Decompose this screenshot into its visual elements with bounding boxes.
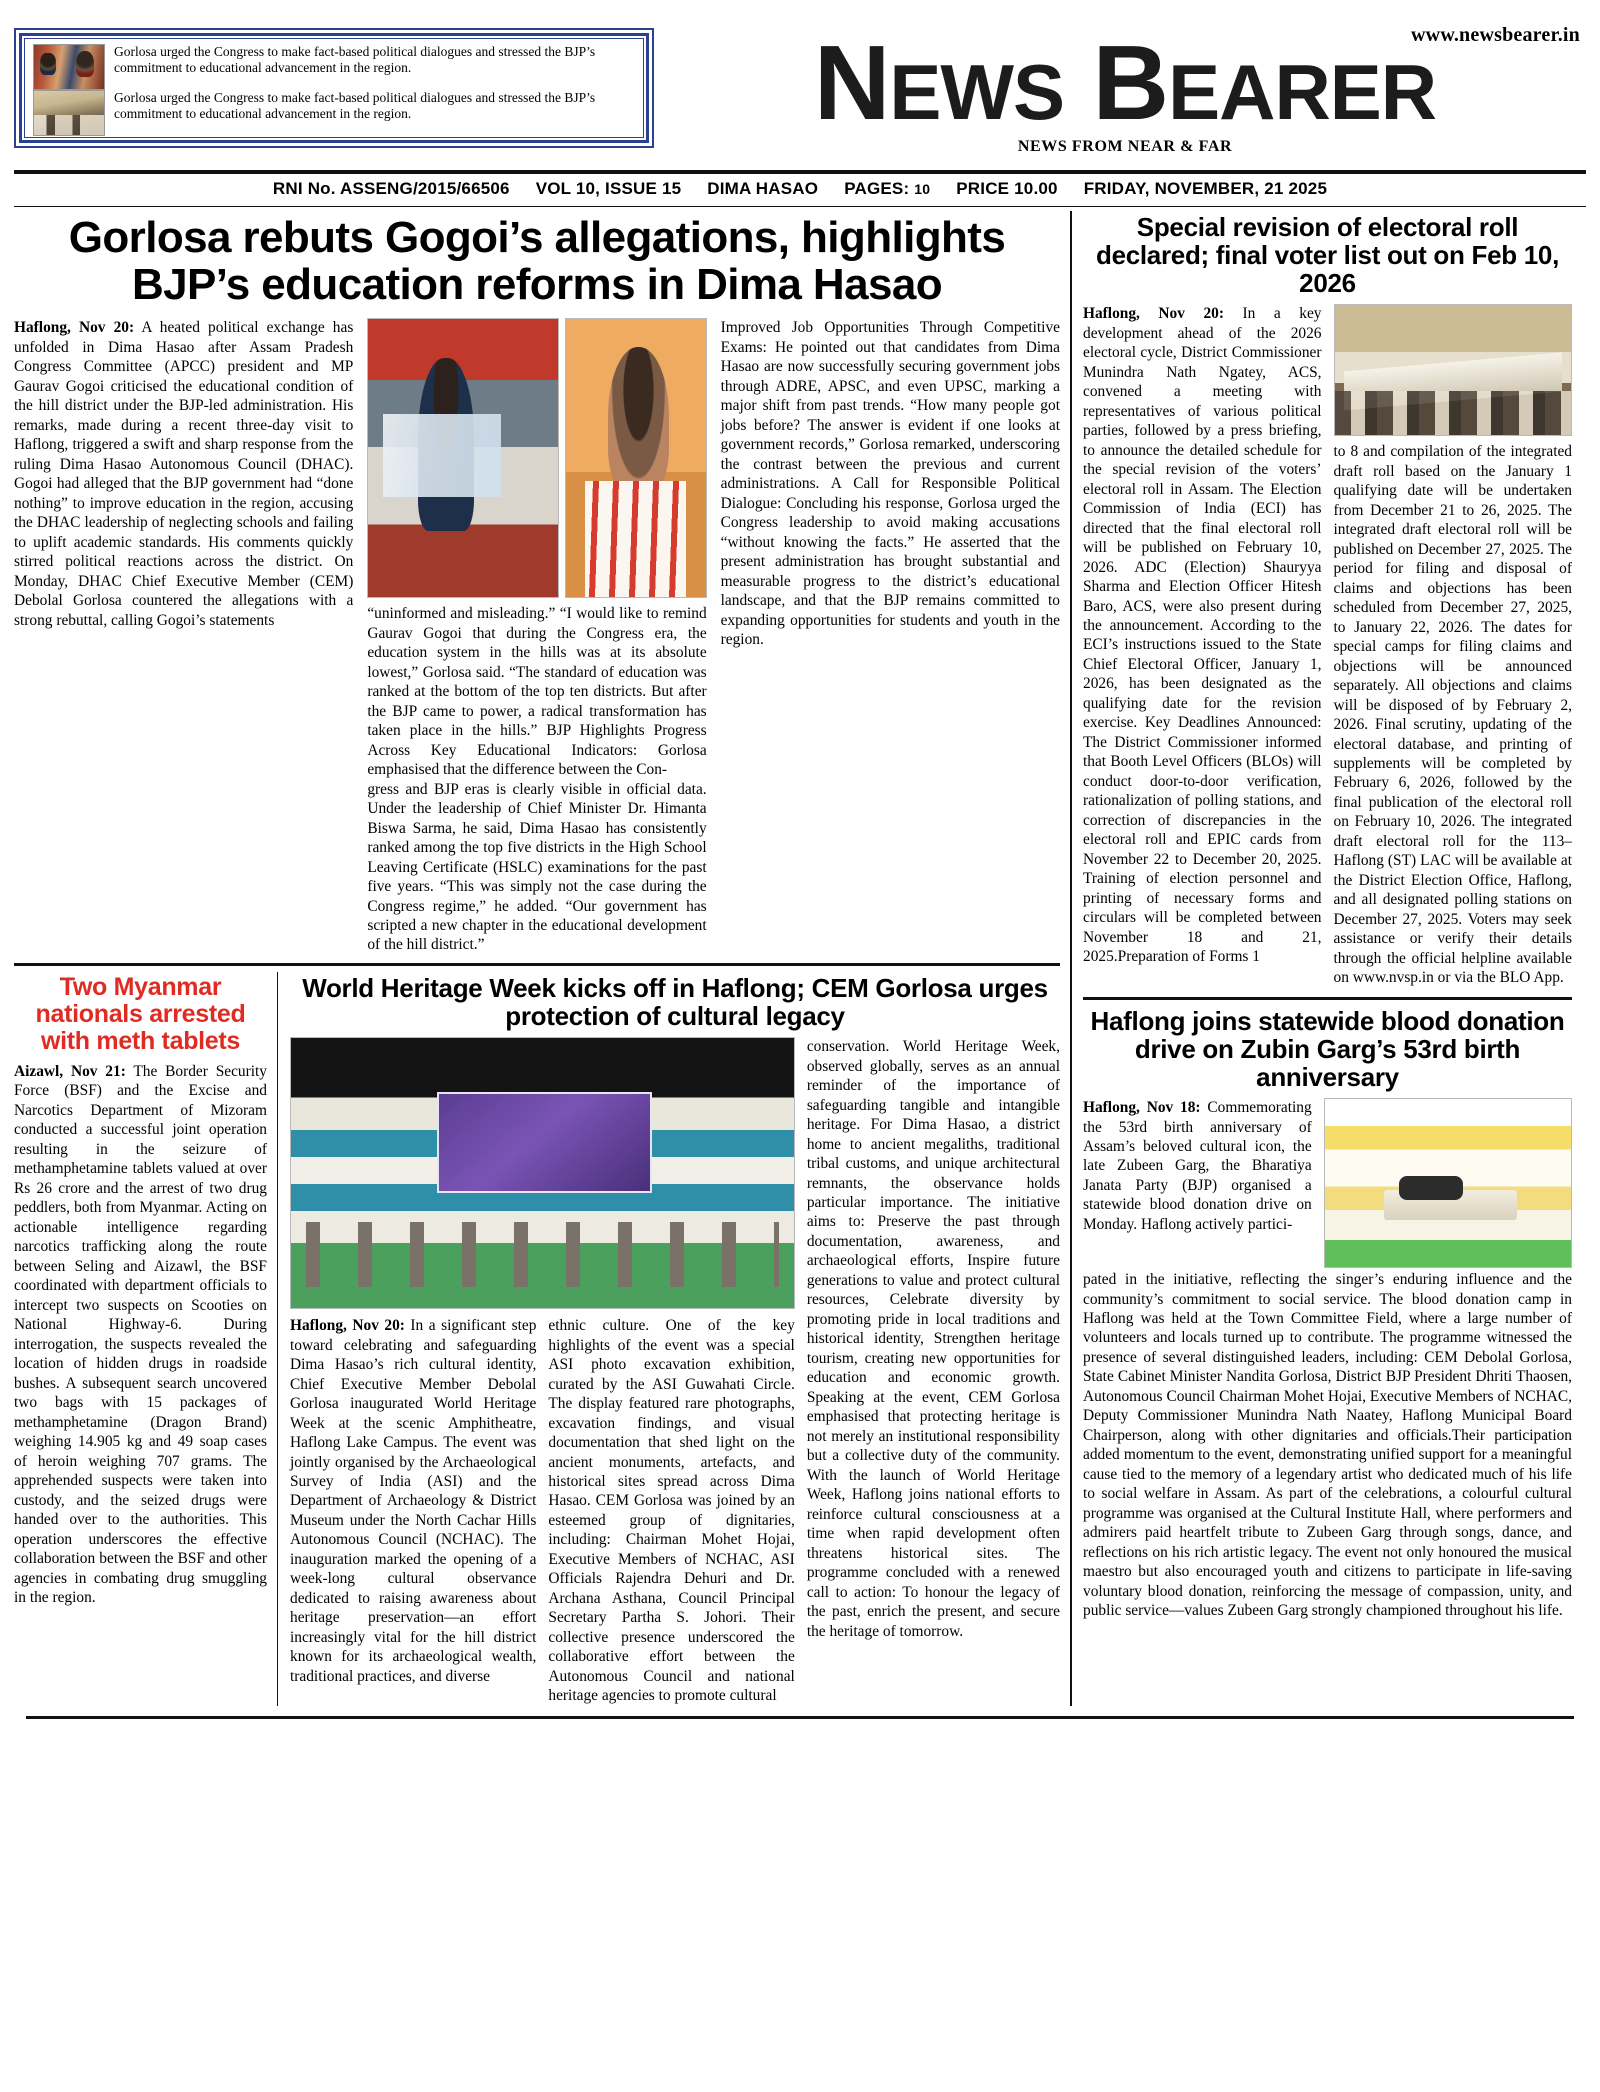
heritage-dateline: Haflong, Nov 20: — [290, 1317, 405, 1335]
gorlosa-speaking-photo — [367, 318, 558, 598]
right-section-divider — [1083, 997, 1572, 1000]
promo-teaser-box — [14, 28, 654, 148]
logo-b: B — [1092, 24, 1169, 142]
myanmar-story — [14, 972, 278, 1706]
main-content — [14, 211, 1586, 1706]
promo-item[interactable] — [33, 90, 635, 136]
heritage-col-b: ethnic culture. One of the key highlights of the event was a special ASI photo excavation exhibition, curated by the ASI Guwahati Circle. The display featured rare photographs, excavation findings, and visual documentation that shed light on the ancient monuments, artefacts, and historical sites spread across Dima Hasao. CEM Gorlosa was joined by an esteemed group of dignitaries, including: Chairman Mohet Hojai, Executive Members of NCHAC, ASI Officials Rajendra Dehuri and Dr. Archana Asthana, Council Principal Secretary Partha S. Johori. Their collective presence underscored the collaborative effort between the Autonomous Council and national heritage agencies to promote cultural — [548, 1317, 795, 1705]
left-column-zone — [14, 211, 1072, 1706]
myanmar-body-text: The Border Security Force (BSF) and the Excise and Narcotics Department of Mizoram conducted a successful joint operation resulting in the seizure of methamphetamine tablets valued at over Rs 26 crore and the arrest of two drug peddlers, both from Myanmar. Acting on actionable intelligence regarding narcotics trafficking along the route between Seling and Aizawl, the BSF coordinated with department officials to intercept two suspects on Scooties on National Highway-6. During interrogation, the suspects revealed the location of hidden drugs in roadside bushes. A subsequent search uncovered two bags with 15 packages of methamphetamine (Dragon Brand) weighing 14.905 kg and 49 soap cases of heroin weighing 707 grams. The apprehended suspects were taken into custody, and the seized drugs were handed over to the authorities. This operation underscores the effective collaboration between the BSF and other agencies in combating drug smuggling in the region. — [14, 1062, 267, 1607]
logo-earer: EARER — [1168, 48, 1437, 136]
blood-body: pated in the initiative, reflecting the singer’s enduring influence and the community’s commitment to social service. The blood donation camp in Haflong was held at the Town Committee Field, where a large number of volunteers and locals turned up to contribute. The programme witnessed the presence of several distinguished leaders, including: CEM Debolal Gorlosa, State Cabinet Minister Nandita Gorlosa, District BJP President Dhriti Thaosen, Autonomous Council Chairman Mohet Hojai, Executive Members of NCHAC, Deputy Commissioner Munindra Nath Naatey, Haflong Municipal Board Chairperson, along with other dignitaries and officials.Their participation added momentum to the event, demonstrating unified support for a meaningful cause tied to the memory of a legendary artist who dedicated much of his life to social welfare in Assam. As part of the celebrations, a colourful cultural programme was organised at the Cultural Institute Hall, where performers and admirers paid heartfelt tribute to Zubeen Garg through songs, dance, and reflections on his rich artistic legacy. The event not only honoured the musical maestro but also encouraged youth and citizens to participate in life-saving voluntary blood donation, reinforcing the message of compassion, unity, and public service—values Zubeen Garg strongly championed throughout his life. — [1083, 1271, 1572, 1620]
myanmar-dateline: Aizawl, Nov 21: — [14, 1062, 126, 1080]
electoral-col-a — [1083, 304, 1322, 966]
website-url[interactable]: www.newsbearer.in — [1411, 24, 1580, 46]
lead-col-2-text: “uninformed and misleading.” “I would like to remind Gaurav Gogoi that during the Congress era, the education system in the hills was at its absolute lowest,” Gorlosa said. “The standard of education was ranked at the bottom of the top ten districts. But after the BJP came to power, a radical transformation has taken place in the hills.” BJP Highlights Progress Across Key Educational Indicators: Gorlosa emphasised that the difference between the Con- — [367, 605, 707, 779]
right-column-zone — [1072, 211, 1572, 1706]
world-heritage-week-photo — [290, 1037, 795, 1309]
page-bottom-rule — [26, 1716, 1574, 1719]
lead-story-columns — [14, 318, 1060, 955]
himanta-biswa-sarma-photo — [565, 318, 707, 598]
blood-intro-text: Commemorating the 53rd birth anniversary of Assam’s beloved cultural icon, the late Zubeen Garg, the Bharatiya Janata Party (BJP) organised a statewide blood donation drive on Monday. Haflong actively partici- — [1083, 1099, 1312, 1233]
info-bar — [14, 174, 1586, 204]
lower-left-section — [14, 972, 1060, 1706]
heritage-col-a — [290, 1316, 536, 1686]
rni-number: RNI No. ASSENG/2015/66506 — [272, 179, 510, 198]
electoral-col-b: to 8 and compilation of the integrated draft roll based on the January 1 qualifying date will be undertaken from December 21 to 26, 2025. The integrated draft electoral roll will be published on December 27, 2025. The period for filing and disposal of claims and objections has been scheduled from December 27, 2025, to January 22, 2026. The dates for special camps for filing claims and objections will be announced separately. All objections and claims will be disposed of by February 2, 2026. Final scrutiny, updating of the electoral database, and printing of supplements will be completed by February 6, 2026, followed by the final publication of the electoral roll on February 10, 2026. The integrated draft electoral roll for the 113–Haflong (ST) LAC will be available at the District Election Office, Haflong, and all designated polling stations on December 27, 2025. Voters may seek assistance or verify their details through the official helpline available on www.nvsp.in or via the BLO App. — [1333, 443, 1572, 987]
blood-donation-camp-photo — [1324, 1098, 1572, 1268]
blood-dateline: Haflong, Nov 18: — [1083, 1099, 1201, 1117]
edition-place: DIMA HASAO — [707, 179, 819, 198]
heritage-col-c: conservation. World Heritage Week, observed globally, serves as an annual reminder of the importance of safeguarding tangible and intangible heritage. For Dima Hasao, a district home to ancient megaliths, traditional tribal customs, and unique architectural remnants, the observance holds particular importance. The initiative aims to: Preserve the past through documentation, awareness, and archaeological efforts, Inspire future generations to value and protect cultural resources, Celebrate diversity by promoting pride in local traditions and historical identity, Strengthen heritage tourism, creating new opportunities for education and economic growth. Speaking at the event, CEM Gorlosa emphasised that protecting heritage is not merely an institutional responsibility but a collective duty of the community. With the launch of World Heritage Week, Haflong joins national efforts to reinforce cultural consciousness at a time when rapid development often threatens historical sites. The programme concluded with a renewed call to action: To honour the legacy of the past, enrich the present, and secure the heritage of tomorrow. — [806, 1038, 1060, 1640]
electoral-story — [1083, 213, 1572, 988]
pages-count: PAGES: 10 — [844, 179, 931, 198]
masthead — [14, 16, 1586, 166]
blood-headline: Haflong joins statewide blood donation drive on Zubin Garg’s 53rd birth anniversary — [1090, 1005, 1565, 1092]
logo-n: N — [813, 24, 890, 142]
gorlosa-congress-thumb-icon — [33, 44, 105, 90]
lead-story-headline: Gorlosa rebuts Gogoi’s allegations, highlights BJP’s education reforms in Dima Hasao — [68, 213, 1006, 309]
heritage-story — [290, 972, 1060, 1706]
masthead-title-block — [664, 16, 1586, 156]
lead-photo-column — [367, 318, 706, 955]
lead-col-3 — [721, 318, 1060, 955]
lead-dateline: Haflong, Nov 20: — [14, 319, 135, 337]
myanmar-headline: Two Myanmar nationals arrested with meth tablets — [35, 972, 246, 1055]
cover-price: PRICE 10.00 — [956, 179, 1058, 198]
heritage-headline: World Heritage Week kicks off in Haflong; CEM Gorlosa urges protection of cultural legacy — [302, 972, 1048, 1032]
myanmar-body — [14, 1062, 267, 1608]
logo-ews: EWS — [889, 48, 1065, 136]
section-divider — [14, 963, 1060, 966]
meeting-hall-thumb-icon — [33, 90, 105, 136]
publication-date: FRIDAY, NOVEMBER, 21 2025 — [1083, 179, 1328, 198]
electoral-col-a-text: In a key development ahead of the 2026 electoral cycle, District Commissioner Munindra Nath Ngatey, ACS, convened a meeting with representatives of various political parties, followed by a press briefing, to announce the detailed schedule for the special revision of the voters’ electoral roll in Assam. The Election Commission of India (ECI) has directed that the final electoral roll will be published on February 10, 2026. ADC (Election) Shauryya Sharma and Election Officer Hitesh Baro, ACS, were also present during the announcement. According to the ECI’s instructions issued to the State Chief Electoral Officer, January 1, 2026, has been designated as the qualifying date for the revision exercise. Key Deadlines Announced: The District Commissioner informed that Booth Level Officers (BLOs) will conduct door-to-door verification, rationalization of polling stations, and correction of discrepancies in the electoral roll and EPIC cards from November 22 to December 20, 2025. Training of election personnel and printing of necessary forms and circulars will be completed between November 18 and 21, 2025.Preparation of Forms 1 — [1083, 305, 1322, 966]
lead-col-1 — [14, 318, 353, 955]
lead-col-1-text: A heated political exchange has unfolded in Dima Hasao after Assam Pradesh Congress Committee (APCC) president and MP Gaurav Gogoi criticised the educational condition of the hill district under the BJP-led administration. His remarks, made during a recent three-day visit to Haflong, triggered a swift and sharp response from the ruling Dima Hasao Autonomous Council (DHAC). Gogoi had alleged that the BJP government had “done nothing” to improve education in the region, accusing the DHAC leadership of neglecting schools and failing to uplift academic standards. His comments quickly stirred political reactions across the district. On Monday, DHAC Chief Executive Member (CEM) Debolal Gorlosa countered the allegations with a strong rebuttal, calling Gogoi’s statements — [14, 319, 354, 629]
lead-col-1-paragraph — [14, 318, 353, 630]
heritage-photo-wrap — [290, 1037, 795, 1706]
newspaper-logo — [813, 24, 1437, 142]
blood-donation-story — [1083, 1007, 1572, 1621]
lead-story — [14, 215, 1060, 955]
blood-intro — [1083, 1098, 1312, 1234]
promo-item-text: Gorlosa urged the Congress to make fact-based political dialogues and stressed the BJP’s commitment to educational advancement in the region. — [114, 90, 596, 122]
heritage-col-c-wrap — [807, 1037, 1060, 1706]
heritage-col-a-text: In a significant step toward celebrating and safeguarding Dima Hasao’s rich cultural identity, Chief Executive Member Debolal Gorlosa inaugurated World Heritage Week at the scenic Amphitheatre, Haflong Lake Campus. The event was jointly organised by the Archaeological Survey of India (ASI) and the Department of Archaeology & District Museum under the North Cachar Hills Autonomous Council (NCHAC). The inauguration marked the opening of a week-long cultural observance dedicated to raising awareness about heritage preservation—an effort increasingly vital for the hill district known for its archaeological wealth, traditional practices, and diverse — [290, 1317, 537, 1685]
lead-col-3-text: Improved Job Opportunities Through Competitive Exams: He pointed out that candidates from Dima Hasao are now successfully securing government jobs through ADRE, APSC, and even UPSC, marking a major shift from past trends. “How many people got jobs before? The answer is evident if one looks at government records,” Gorlosa remarked, underscoring the contrast between the previous and current administrations. A Call for Responsible Political Dialogue: Concluding his response, Gorlosa urged the Congress leadership to avoid making accusations “without knowing the facts.” He asserted that the present administration has brought substantial and measurable progress to the district’s educational landscape, and that the BJP remains committed to expanding opportunities for students and youth in the region. — [720, 319, 1060, 648]
electoral-dateline: Haflong, Nov 20: — [1083, 305, 1224, 323]
lead-col-2-continued: gress and BJP eras is clearly visible in official data. Under the leadership of Chief Minister Dr. Himanta Biswa Sarma, he said, Dima Hasao has consistently ranked among the top five districts in the High School Leaving Certificate (HSLC) examinations for the past five years. “This was simply not the case during the Congress regime,” he added. “Our government has scripted a new chapter in the educational development of the hill district.” — [367, 780, 707, 954]
electoral-headline: Special revision of electoral roll declared; final voter list out on Feb 10, 2026 — [1095, 212, 1559, 299]
promo-item[interactable] — [33, 44, 635, 90]
volume-issue: VOL 10, ISSUE 15 — [535, 179, 682, 198]
promo-item-text: Gorlosa urged the Congress to make fact-based political dialogues and stressed the BJP’s commitment to educational advancement in the region. — [114, 44, 596, 76]
info-bar-divider — [14, 206, 1586, 207]
electoral-meeting-photo — [1334, 304, 1573, 436]
masthead-tagline: NEWS FROM NEAR & FAR — [1017, 137, 1233, 155]
